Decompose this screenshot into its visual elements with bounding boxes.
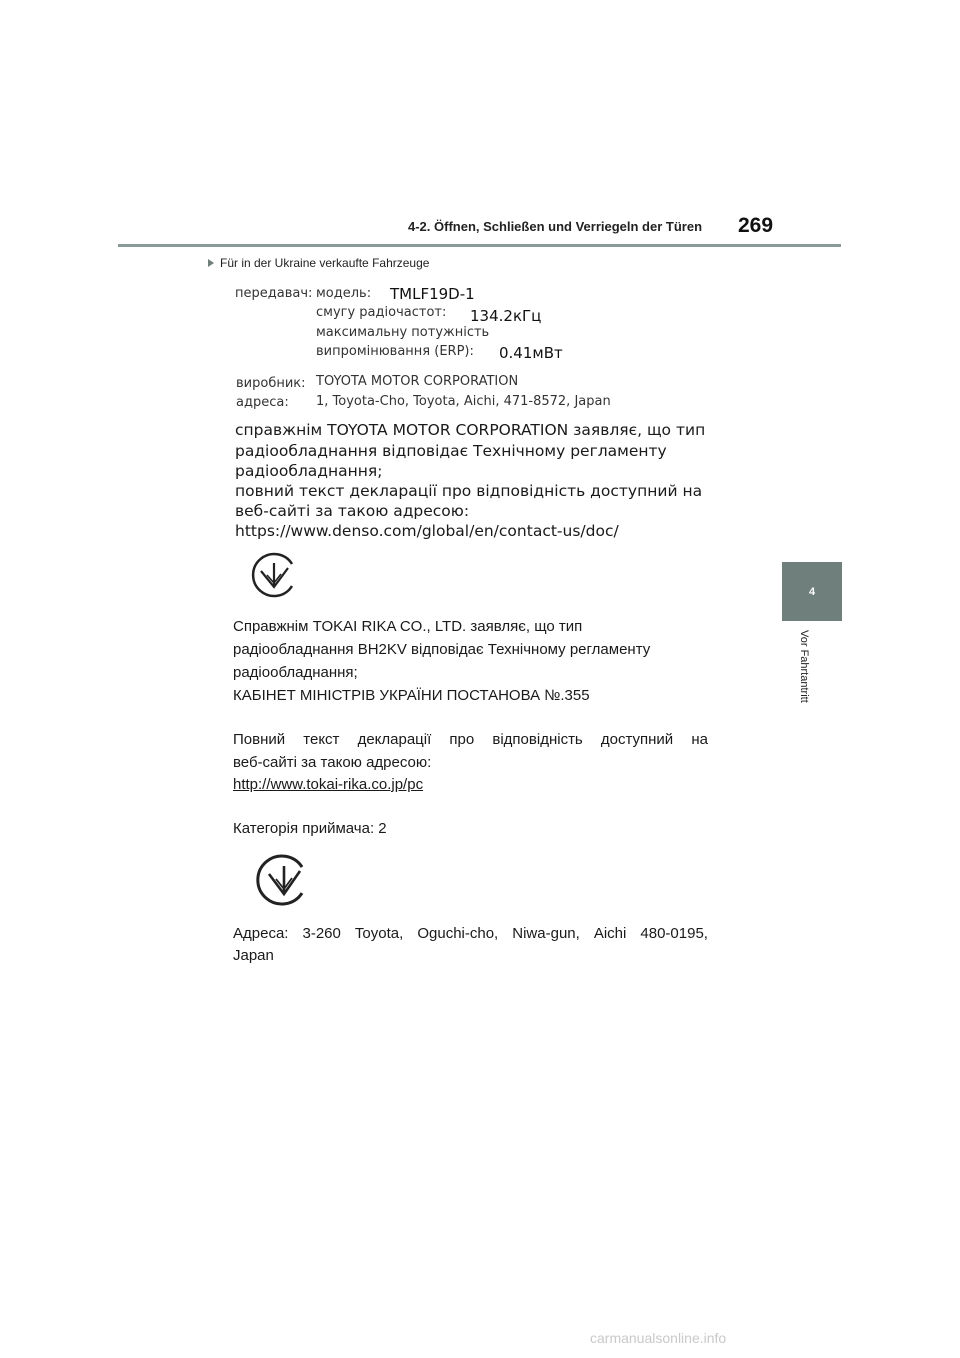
label-band: смугу радіочастот:	[316, 305, 447, 320]
word: Адреса:	[233, 925, 289, 942]
word: доступний	[600, 731, 674, 748]
address-value: 1, Toyota-Cho, Toyota, Aichi, 471-8572, Japan	[316, 394, 611, 409]
word: 3-260	[302, 925, 341, 942]
tokai-decl-line-1: Справжнім TOKAI RIKA CO., LTD. заявляє, що тип	[233, 618, 583, 635]
word: відповідність	[492, 731, 583, 748]
toyota-decl-line-2: радіообладнання відповідає Технічному регламенту	[235, 442, 667, 460]
label-power-2: випромінювання (ERP):	[316, 344, 474, 359]
label-power-1: максимальну потужність	[316, 325, 490, 340]
chapter-label: Vor Fahrtantritt	[798, 630, 810, 703]
tokai-decl-line-4: КАБІНЕТ МІНІСТРІВ УКРАЇНИ ПОСТАНОВА №.355	[233, 687, 590, 704]
ukraine-conformity-mark-icon	[248, 550, 308, 600]
tokai-decl-line-2: радіообладнання BH2KV відповідає Технічному регламенту	[233, 641, 651, 658]
toyota-decl-url[interactable]: https://www.denso.com/global/en/contact-us/doc/	[235, 522, 619, 540]
word: 480-0195,	[640, 925, 708, 942]
chapter-tab[interactable]	[782, 562, 842, 621]
word: Aichi	[593, 925, 627, 942]
word: про	[449, 731, 475, 748]
watermark: carmanualsonline.info	[590, 1330, 727, 1346]
label-maker: виробник:	[236, 376, 306, 391]
chapter-number: 4	[808, 586, 816, 598]
ukraine-conformity-mark-icon	[255, 852, 319, 908]
power-value: 0.41мВт	[499, 344, 563, 362]
toyota-decl-line-1: справжнім TOYOTA MOTOR CORPORATION заявляє, що тип	[235, 421, 706, 439]
toyota-decl-line-3: радіообладнання;	[235, 462, 383, 480]
bullet-text: Für in der Ukraine verkaufte Fahrzeuge	[220, 256, 430, 270]
label-address: адреса:	[236, 395, 289, 410]
band-value: 134.2кГц	[470, 307, 542, 325]
toyota-decl-line-4: повний текст декларації про відповідність доступний на	[235, 482, 703, 500]
word: на	[691, 731, 708, 748]
toyota-decl-line-5: веб-сайті за такою адресою:	[235, 502, 470, 520]
tokai-decl-line-3: радіообладнання;	[233, 664, 358, 681]
word: Toyota,	[354, 925, 404, 942]
word: Повний	[233, 731, 286, 748]
word: Niwa-gun,	[512, 925, 580, 942]
model-value: TMLF19D-1	[390, 285, 475, 303]
triangle-bullet-icon	[208, 259, 214, 267]
full-text-line	[233, 731, 708, 748]
tokai-url-link[interactable]: http://www.tokai-rika.co.jp/pc	[233, 776, 424, 793]
word: Oguchi-cho,	[417, 925, 499, 942]
label-transmitter: передавач:	[235, 286, 313, 301]
address-line-2: Japan	[233, 947, 274, 964]
page-number: 269	[738, 214, 774, 237]
bullet-heading	[208, 256, 429, 270]
header-divider	[118, 244, 841, 247]
maker-value: TOYOTA MOTOR CORPORATION	[316, 374, 519, 389]
receiver-category: Категорія приймача: 2	[233, 820, 387, 837]
label-model: модель:	[316, 286, 372, 301]
website-line: веб-сайті за такою адресою:	[233, 754, 432, 771]
section-title: 4-2. Öffnen, Schließen und Verriegeln der Türen	[408, 219, 703, 234]
word: текст	[303, 731, 340, 748]
address-line-1	[233, 925, 708, 942]
word: декларації	[357, 731, 432, 748]
